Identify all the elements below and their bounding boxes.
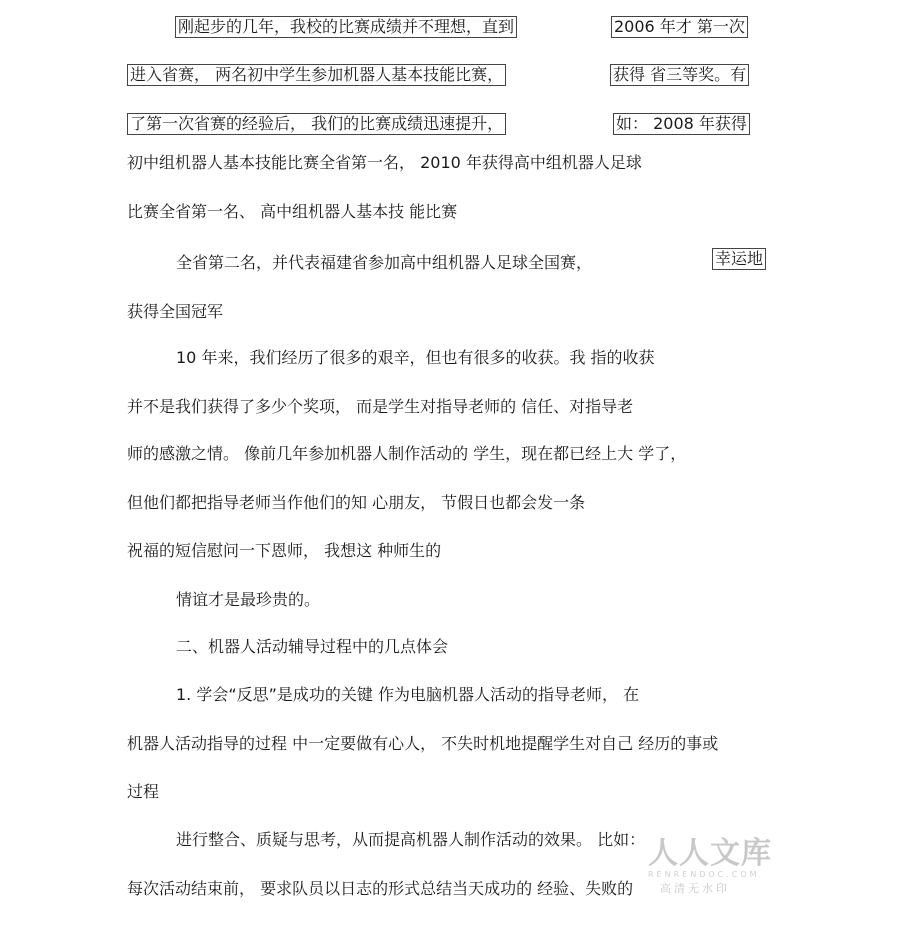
watermark-title: 人人文库 bbox=[648, 836, 772, 871]
paragraph-line: 祝福的短信慰问一下恩师， 我想这 种师生的 bbox=[127, 541, 442, 560]
text-box-line-1b: 2006 年才 第一次 bbox=[611, 16, 748, 38]
text-box-line-6b: 幸运地 bbox=[712, 248, 766, 270]
paragraph-line: 获得全国冠军 bbox=[127, 302, 224, 321]
paragraph-line: 机器人活动指导的过程 中一定要做有心人， 不失时机地提醒学生对自己 经历的事或 bbox=[127, 734, 719, 753]
paragraph-line: 每次活动结束前， 要求队员以日志的形式总结当天成功的 经验、失败的 bbox=[127, 879, 634, 898]
paragraph-line: 师的感激之情。 像前几年参加机器人制作活动的 学生，现在都已经上大 学了， bbox=[127, 444, 687, 463]
paragraph-line: 1. 学会“反思”是成功的关键 作为电脑机器人活动的指导老师， 在 bbox=[176, 685, 640, 704]
text-box-line-2a: 进入省赛， 两名初中学生参加机器人基本技能比赛， bbox=[127, 64, 506, 86]
watermark-caption: 高清无水印 bbox=[660, 882, 730, 895]
paragraph-line: 过程 bbox=[127, 782, 160, 801]
paragraph-line: 全省第二名，并代表福建省参加高中组机器人足球全国赛， bbox=[176, 253, 593, 272]
text-box-line-3a: 了第一次省赛的经验后， 我们的比赛成绩迅速提升， bbox=[127, 113, 506, 135]
watermark-logo bbox=[648, 838, 778, 878]
paragraph-line: 并不是我们获得了多少个奖项， 而是学生对指导老师的 信任、对指导老 bbox=[127, 397, 634, 416]
section-heading: 二、机器人活动辅导过程中的几点体会 bbox=[176, 637, 449, 656]
watermark-subtitle: RENRENDOC.COM bbox=[648, 870, 760, 879]
paragraph-line: 但他们都把指导老师当作他们的知 心朋友， 节假日也都会发一条 bbox=[127, 493, 586, 512]
paragraph-line: 进行整合、质疑与思考，从而提高机器人制作活动的效果。 比如： bbox=[176, 830, 646, 849]
paragraph-line: 10 年来，我们经历了很多的艰辛，但也有很多的收获。我 指的收获 bbox=[176, 348, 655, 367]
text-box-line-1a: 刚起步的几年，我校的比赛成绩并不理想，直到 bbox=[175, 16, 517, 38]
paragraph-line: 比赛全省第一名、 高中组机器人基本技 能比赛 bbox=[127, 202, 458, 221]
paragraph-line: 初中组机器人基本技能比赛全省第一名， 2010 年获得高中组机器人足球 bbox=[127, 153, 642, 172]
text-box-line-3b: 如： 2008 年获得 bbox=[613, 113, 750, 135]
paragraph-line: 情谊才是最珍贵的。 bbox=[176, 590, 321, 609]
text-box-line-2b: 获得 省三等奖。有 bbox=[610, 64, 749, 86]
